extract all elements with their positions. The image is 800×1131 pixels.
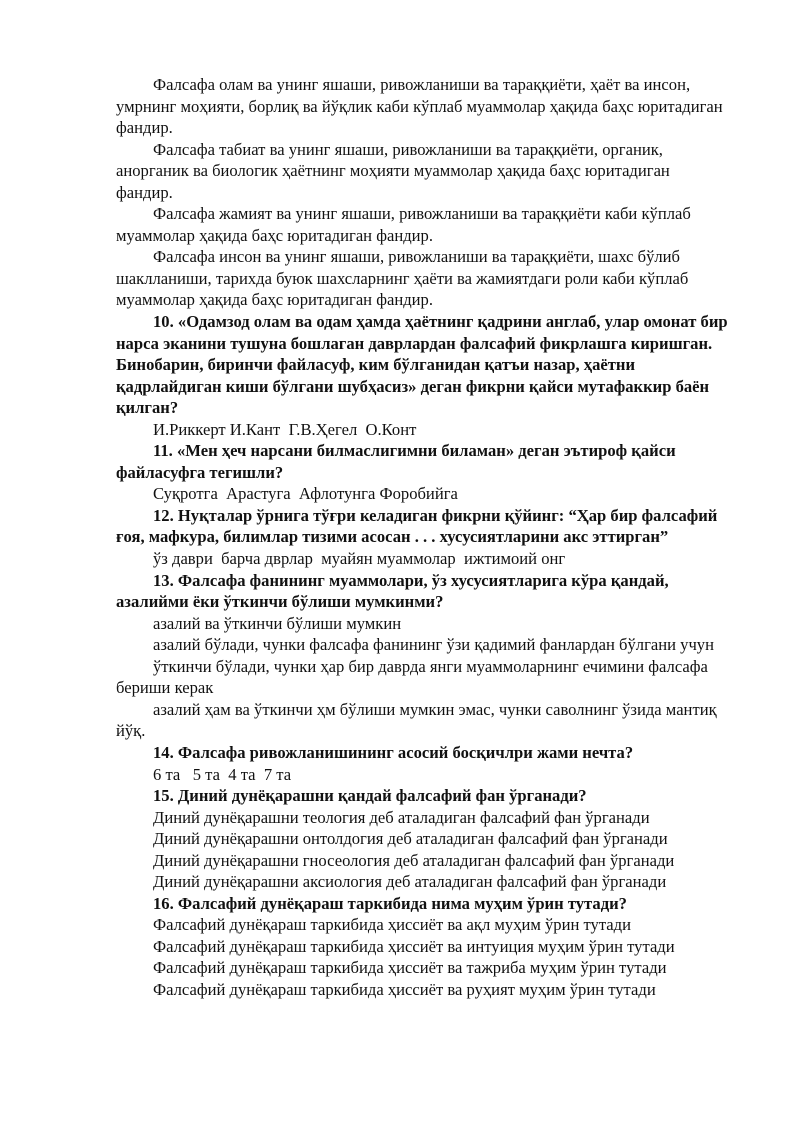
question-text: 13. Фалсафа фанининг муаммолари, ўз хусусиятларига кўра қандай, азалийми ёки ўткинчи бўлиши мумкинми? (116, 570, 669, 612)
answer-option: азалий ҳам ва ўткинчи ҳм бўлиши мумкин эмас, чунки саволнинг ўзида мантиқ йўқ. (116, 699, 717, 741)
answer-option: ўткинчи бўлади, чунки ҳар бир даврда янги муаммоларнинг ечимини фалсафа бериши керак (116, 656, 708, 698)
answer-options: И.Риккерт И.Кант Г.В.Ҳегел О.Конт (153, 419, 417, 439)
question-14 (116, 742, 728, 785)
question-text: 14. Фалсафа ривожланишининг асосий босқичлри жами нечта? (153, 742, 634, 762)
answer-option: азалий бўлади, чунки фалсафа фанининг ўзи қадимий фанлардан бўлгани учун (153, 635, 714, 655)
answer-options: Суқротга Арастуга Афлотунга Форобийга (153, 484, 458, 504)
answer-options: 6 та 5 та 4 та 7 та (153, 764, 292, 784)
question-text: 12. Нуқталар ўрнига тўғри келадиган фикрни қўйинг: “Ҳар бир фалсафий ғоя, мафкура, билимлар тизими асосан . . . хусусиятларини акс эттирган” (116, 505, 718, 547)
answer-option: Диний дунёқарашни гносеология деб аталадиган фалсафий фан ўрганади (153, 850, 675, 870)
intro-paragraph: Фалсафа жамият ва унинг яшаши, ривожланиши ва тараққиёти каби кўплаб муаммолар ҳақида баҳс юритадиган фандир. (116, 204, 691, 245)
answer-options: ўз даври барча дврлар муайян муаммолар ижтимоий онг (153, 549, 566, 569)
question-text: 16. Фалсафий дунёқараш таркибида нима муҳим ўрин тутади? (153, 893, 627, 913)
document-page (116, 74, 728, 1001)
answer-option: Фалсафий дунёқараш таркибида ҳиссиёт ва ақл муҳим ўрин тутади (153, 915, 631, 935)
answer-option: Диний дунёқарашни аксиология деб аталадиган фалсафий фан ўрганади (153, 872, 667, 892)
question-text: 11. «Мен ҳеч нарсани билмаслигимни биламан» деган эътироф қайси файласуфга тегишли? (116, 441, 676, 482)
question-12 (116, 505, 728, 570)
question-11 (116, 440, 728, 505)
answer-option: Фалсафий дунёқараш таркибида ҳиссиёт ва руҳият муҳим ўрин тутади (153, 979, 656, 999)
answer-option: Диний дунёқарашни теология деб аталадиган фалсафий фан ўрганади (153, 807, 650, 827)
answer-option: Фалсафий дунёқараш таркибида ҳиссиёт ва тажриба муҳим ўрин тутади (153, 958, 667, 978)
question-13 (116, 570, 728, 742)
intro-paragraph: Фалсафа инсон ва унинг яшаши, ривожланиши ва тараққиёти, шахс бўлиб шаклланиши, тарихда буюк шахсларнинг ҳаёти ва жамиятдаги роли каби кўплаб муаммолар ҳақида баҳс юритадиган фандир. (116, 247, 689, 310)
question-16 (116, 893, 728, 1001)
answer-option: азалий ва ўткинчи бўлиши мумкин (153, 613, 402, 633)
question-15 (116, 785, 728, 893)
question-text: 15. Диний дунёқарашни қандай фалсафий фан ўрганади? (153, 786, 587, 806)
answer-option: Фалсафий дунёқараш таркибида ҳиссиёт ва интуиция муҳим ўрин тутади (153, 936, 675, 956)
answer-option: Диний дунёқарашни онтолдогия деб аталадиган фалсафий фан ўрганади (153, 829, 668, 849)
intro-paragraph: Фалсафа табиат ва унинг яшаши, ривожланиши ва тараққиёти, органик, анорганик ва биологик ҳаётнинг моҳияти муаммолар ҳақида баҳс юритадиган фандир. (116, 139, 670, 202)
question-text: 10. «Одамзод олам ва одам ҳамда ҳаётнинг қадрини англаб, улар омонат бир нарса эканини тушуна бошлаган даврлардан фалсафий фикрлашга киришган. Бинобарин, биринчи файласуф, ким бўлганидан қатъи назар, ҳаётни қадрлайдиган киши бўлгани шубҳасиз» деган фикрни қайси мутафаккир баён қилган? (116, 312, 728, 418)
question-10 (116, 311, 728, 440)
intro-paragraph: Фалсафа олам ва унинг яшаши, ривожланиши ва тараққиёти, ҳаёт ва инсон, умрнинг моҳияти, борлиқ ва йўқлик каби кўплаб муаммолар ҳақида баҳс юритадиган фандир. (116, 75, 723, 138)
